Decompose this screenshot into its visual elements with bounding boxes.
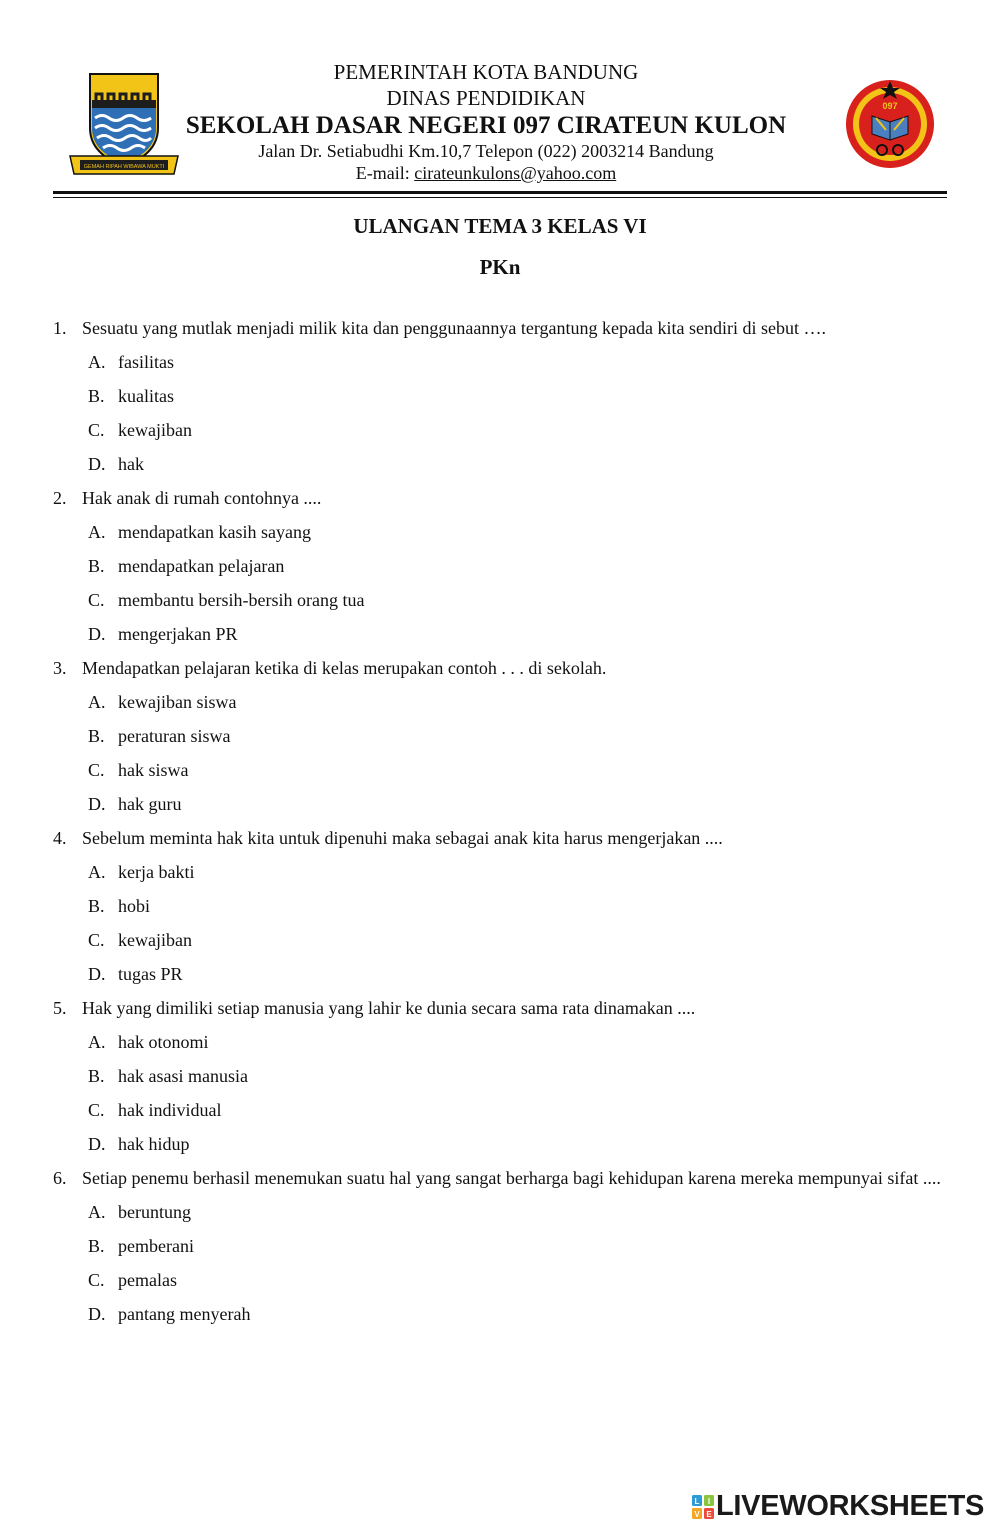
answer-option[interactable] <box>53 1093 953 1127</box>
answer-option[interactable] <box>53 787 953 821</box>
liveworksheets-icon <box>692 1495 714 1519</box>
answer-option[interactable] <box>53 719 953 753</box>
answer-option[interactable] <box>53 889 953 923</box>
question <box>53 481 953 515</box>
option-text: pemberani <box>118 1236 194 1256</box>
question-text: Setiap penemu berhasil menemukan suatu hal yang sangat berharga bagi kehidupan karena mereka mempunyai sifat .... <box>82 1168 941 1188</box>
answer-option[interactable] <box>53 1263 953 1297</box>
option-letter: C. <box>88 930 105 950</box>
answer-option[interactable] <box>53 379 953 413</box>
answer-option[interactable] <box>53 1059 953 1093</box>
question <box>53 1161 953 1195</box>
icon-letter: E <box>706 1510 712 1519</box>
question <box>53 311 953 345</box>
answer-option[interactable] <box>53 1025 953 1059</box>
option-letter: B. <box>88 556 105 576</box>
option-text: membantu bersih-bersih orang tua <box>118 590 365 610</box>
answer-option[interactable] <box>53 583 953 617</box>
answer-option[interactable] <box>53 753 953 787</box>
liveworksheets-logo[interactable] <box>692 1489 992 1523</box>
option-letter: D. <box>88 964 106 984</box>
answer-option[interactable] <box>53 1195 953 1229</box>
question-text: Sesuatu yang mutlak menjadi milik kita dan penggunaannya tergantung kepada kita sendiri di sebut …. <box>82 318 826 338</box>
question <box>53 651 953 685</box>
letterhead <box>0 0 1000 200</box>
question-list <box>53 311 953 1331</box>
answer-option[interactable] <box>53 1297 953 1331</box>
option-text: mendapatkan pelajaran <box>118 556 285 576</box>
question-text: Mendapatkan pelajaran ketika di kelas merupakan contoh . . . di sekolah. <box>82 658 607 678</box>
emblem-motto: GEMAH RIPAH WIBAWA MUKTI <box>83 164 165 170</box>
option-letter: A. <box>88 352 106 372</box>
option-letter: D. <box>88 624 106 644</box>
option-text: hak <box>118 454 144 474</box>
option-text: hak otonomi <box>118 1032 209 1052</box>
option-text: peraturan siswa <box>118 726 231 746</box>
answer-option[interactable] <box>53 1127 953 1161</box>
school-address: Jalan Dr. Setiabudhi Km.10,7 Telepon (022) 2003214 Bandung <box>258 141 714 161</box>
school-email-line <box>0 163 986 184</box>
liveworksheets-wordmark: LIVEWORKSHEETS <box>716 1490 985 1522</box>
question-text: Hak yang dimiliki setiap manusia yang lahir ke dunia secara sama rata dinamakan .... <box>82 998 696 1018</box>
icon-letter: L <box>694 1497 700 1506</box>
option-letter: A. <box>88 1202 106 1222</box>
answer-option[interactable] <box>53 447 953 481</box>
answer-option[interactable] <box>53 1229 953 1263</box>
school-name: SEKOLAH DASAR NEGERI 097 CIRATEUN KULON <box>185 112 787 139</box>
question-text: Hak anak di rumah contohnya .... <box>82 488 322 508</box>
option-text: kewajiban <box>118 930 192 950</box>
answer-option[interactable] <box>53 515 953 549</box>
option-text: pantang menyerah <box>118 1304 251 1324</box>
option-letter: C. <box>88 1270 105 1290</box>
option-letter: A. <box>88 522 106 542</box>
question-number: 4. <box>53 828 67 848</box>
header-department: DINAS PENDIDIKAN <box>386 86 586 110</box>
option-text: hak guru <box>118 794 182 814</box>
option-letter: D. <box>88 794 106 814</box>
option-text: mendapatkan kasih sayang <box>118 522 311 542</box>
answer-option[interactable] <box>53 549 953 583</box>
icon-letter: V <box>694 1510 700 1519</box>
option-letter: C. <box>88 420 105 440</box>
option-text: beruntung <box>118 1202 191 1222</box>
option-text: hak hidup <box>118 1134 190 1154</box>
answer-option[interactable] <box>53 413 953 447</box>
option-text: fasilitas <box>118 352 174 372</box>
answer-option[interactable] <box>53 957 953 991</box>
option-text: hak asasi manusia <box>118 1066 248 1086</box>
option-letter: B. <box>88 1066 105 1086</box>
question-number: 1. <box>53 318 67 338</box>
question-number: 5. <box>53 998 67 1018</box>
option-letter: A. <box>88 692 106 712</box>
email-link[interactable]: cirateunkulons@yahoo.com <box>414 163 617 183</box>
option-letter: B. <box>88 896 105 916</box>
option-text: mengerjakan PR <box>118 624 238 644</box>
option-letter: C. <box>88 1100 105 1120</box>
header-government: PEMERINTAH KOTA BANDUNG <box>333 60 639 84</box>
option-letter: D. <box>88 454 106 474</box>
answer-option[interactable] <box>53 923 953 957</box>
icon-letter: I <box>707 1497 711 1506</box>
question-number: 6. <box>53 1168 67 1188</box>
option-letter: B. <box>88 726 105 746</box>
answer-option[interactable] <box>53 345 953 379</box>
question-number: 3. <box>53 658 67 678</box>
option-text: tugas PR <box>118 964 183 984</box>
option-letter: D. <box>88 1134 106 1154</box>
answer-option[interactable] <box>53 685 953 719</box>
exam-title: ULANGAN TEMA 3 KELAS VI <box>353 214 647 238</box>
option-letter: A. <box>88 1032 106 1052</box>
option-letter: A. <box>88 862 106 882</box>
option-text: kualitas <box>118 386 174 406</box>
answer-option[interactable] <box>53 855 953 889</box>
header-rule-thick <box>53 191 947 194</box>
option-text: kewajiban siswa <box>118 692 237 712</box>
school-emblem-icon <box>842 78 938 170</box>
question <box>53 991 953 1025</box>
option-text: kewajiban <box>118 420 192 440</box>
option-letter: C. <box>88 590 105 610</box>
question <box>53 821 953 855</box>
option-text: kerja bakti <box>118 862 195 882</box>
question-text: Sebelum meminta hak kita untuk dipenuhi maka sebagai anak kita harus mengerjakan .... <box>82 828 723 848</box>
option-text: hobi <box>118 896 151 916</box>
option-letter: D. <box>88 1304 106 1324</box>
header-rule-thin <box>53 197 947 198</box>
question-number: 2. <box>53 488 67 508</box>
option-letter: B. <box>88 386 105 406</box>
exam-subject: PKn <box>479 255 521 279</box>
option-letter: B. <box>88 1236 105 1256</box>
option-text: hak siswa <box>118 760 189 780</box>
email-label: E-mail: <box>355 163 415 183</box>
answer-option[interactable] <box>53 617 953 651</box>
option-text: hak individual <box>118 1100 222 1120</box>
school-emblem-number: 097 <box>882 101 898 111</box>
option-letter: C. <box>88 760 105 780</box>
option-text: pemalas <box>118 1270 177 1290</box>
